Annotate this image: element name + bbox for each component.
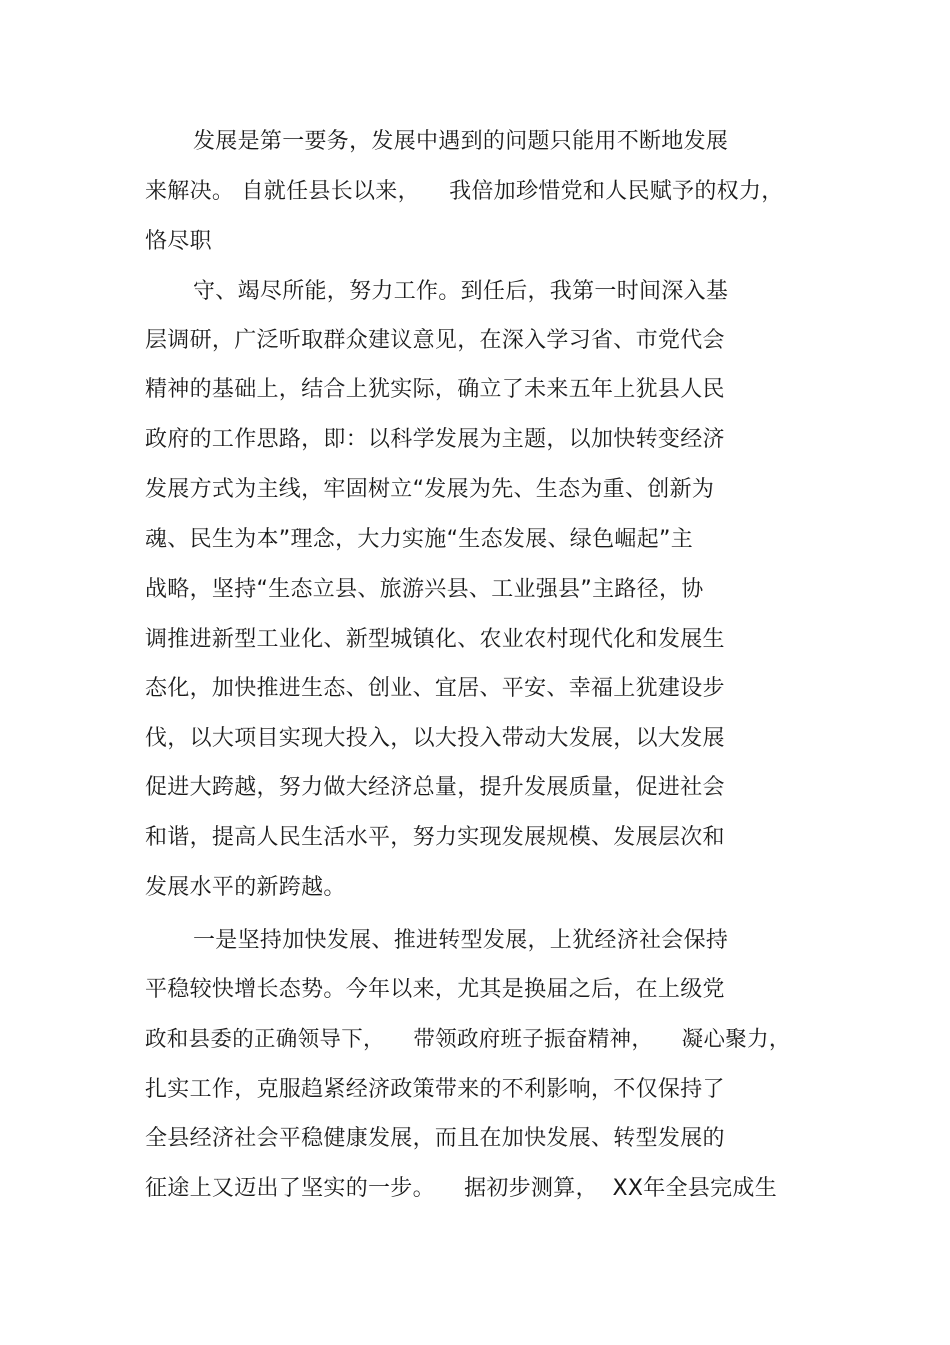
paragraph-line-9: 魂、民生为本”理念，大力实施“生态发展、绿色崛起”主	[145, 527, 693, 552]
paragraph-line-10: 战略，坚持“生态立县、旅游兴县、工业强县”主路径，协	[145, 577, 704, 602]
paragraph-line-8: 发展方式为主线，牢固树立“发展为先、生态为重、创新为	[145, 477, 715, 502]
paragraph-line-13: 伐，以大项目实现大投入，以大投入带动大发展，以大发展	[145, 726, 725, 751]
paragraph-line-11: 调推进新型工业化、新型城镇化、农业农村现代化和发展生	[145, 627, 725, 652]
paragraph-line-3: 恪尽职	[145, 229, 212, 254]
paragraph-line-22: 征途上又迈出了坚实的一步。 据初步测算， XX年全县完成生	[145, 1176, 778, 1201]
paragraph-line-12: 态化，加快推进生态、创业、宜居、平安、幸福上犹建设步	[145, 676, 725, 701]
paragraph-line-1: 发展是第一要务，发展中遇到的问题只能用不断地发展	[193, 129, 729, 154]
paragraph-line-19: 政和县委的正确领导下， 带领政府班子振奋精神， 凝心聚力，	[145, 1027, 791, 1052]
paragraph-line-6: 精神的基础上，结合上犹实际，确立了未来五年上犹县人民	[145, 377, 725, 402]
paragraph-line-20: 扎实工作，克服趋紧经济政策带来的不利影响，不仅保持了	[145, 1077, 725, 1102]
paragraph-line-21: 全县经济社会平稳健康发展，而且在加快发展、转型发展的	[145, 1126, 725, 1151]
paragraph-line-15: 和谐，提高人民生活水平，努力实现发展规模、发展层次和	[145, 825, 725, 850]
paragraph-line-4: 守、竭尽所能，努力工作。到任后，我第一时间深入基	[193, 279, 729, 304]
paragraph-line-7: 政府的工作思路，即：以科学发展为主题，以加快转变经济	[145, 427, 725, 452]
paragraph-line-14: 促进大跨越，努力做大经济总量，提升发展质量，促进社会	[145, 775, 725, 800]
paragraph-line-16: 发展水平的新跨越。	[145, 875, 346, 900]
paragraph-line-18: 平稳较快增长态势。今年以来，尤其是换届之后，在上级党	[145, 977, 725, 1002]
paragraph-line-2: 来解决。 自就任县长以来， 我倍加珍惜党和人民赋予的权力，	[145, 179, 784, 204]
paragraph-line-17: 一是坚持加快发展、推进转型发展，上犹经济社会保持	[193, 928, 729, 953]
paragraph-line-5: 层调研，广泛听取群众建议意见，在深入学习省、市党代会	[145, 328, 725, 353]
